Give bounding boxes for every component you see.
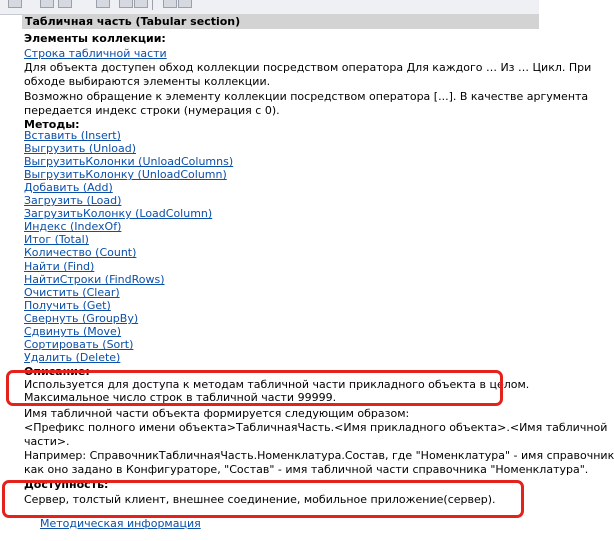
- method-link-unload[interactable]: Выгрузить (Unload): [24, 142, 137, 155]
- description-text: <Префикс полного имени объекта>ТабличнаяЧасть.<Имя прикладного объекта>.<Имя табличной: [24, 421, 608, 434]
- method-link-indexof[interactable]: Индекс (IndexOf): [24, 220, 122, 233]
- toolbar-icon[interactable]: [8, 0, 22, 8]
- description-header: Описание:: [24, 365, 90, 378]
- method-link-groupby[interactable]: Свернуть (GroupBy): [24, 312, 139, 325]
- toolbar-icon[interactable]: [134, 0, 148, 8]
- method-link-load[interactable]: Загрузить (Load): [24, 194, 122, 207]
- toolbar-icon[interactable]: [119, 0, 133, 8]
- description-text: Например: СправочникТабличнаяЧасть.Номенклатура.Состав, где "Номенклатура" - имя справочник: [24, 449, 614, 462]
- toolbar-icon[interactable]: [178, 0, 192, 8]
- highlight-description: [6, 370, 503, 406]
- method-link-findrows[interactable]: НайтиСтроки (FindRows): [24, 273, 165, 286]
- description-text: Имя табличной части объекта формируется следующим образом:: [24, 407, 410, 420]
- toolbar-icon[interactable]: [163, 0, 177, 8]
- collection-text: Возможно обращение к элементу коллекции посредством оператора [...]. В качестве аргумента: [24, 90, 589, 103]
- method-link-unloadcolumn[interactable]: ВыгрузитьКолонку (UnloadColumn): [24, 168, 227, 181]
- collection-text: обходе выбираются элементы коллекции.: [24, 75, 271, 88]
- section-title: Табличная часть (Tabular section): [22, 14, 539, 29]
- method-link-unloadcolumns[interactable]: ВыгрузитьКолонки (UnloadColumns): [24, 155, 234, 168]
- collection-text: Для объекта доступен обход коллекции посредством оператора Для каждого … Из … Цикл. При: [24, 61, 592, 74]
- description-text: части>.: [24, 435, 70, 448]
- method-link-clear[interactable]: Очистить (Clear): [24, 286, 120, 299]
- method-link-total[interactable]: Итог (Total): [24, 233, 89, 246]
- method-link-loadcolumn[interactable]: ЗагрузитьКолонку (LoadColumn): [24, 207, 213, 220]
- method-link-find[interactable]: Найти (Find): [24, 260, 95, 273]
- toolbar-separator: [152, 0, 153, 10]
- methodical-info-link[interactable]: Методическая информация: [40, 517, 201, 530]
- description-text: Используется для доступа к методам табличной части прикладного объекта в целом.: [24, 378, 530, 391]
- availability-header: Доступность:: [24, 478, 109, 491]
- method-link-sort[interactable]: Сортировать (Sort): [24, 338, 134, 351]
- method-link-count[interactable]: Количество (Count): [24, 246, 137, 259]
- collection-row-link[interactable]: Строка табличной части: [24, 47, 167, 60]
- toolbar-icon[interactable]: [58, 0, 72, 8]
- method-link-insert[interactable]: Вставить (Insert): [24, 129, 121, 142]
- methods-header: Методы:: [24, 118, 80, 131]
- availability-text: Сервер, толстый клиент, внешнее соединение, мобильное приложение(сервер).: [24, 493, 496, 506]
- toolbar: [0, 0, 539, 15]
- collection-text: передается индекс строки (нумерация с 0).: [24, 104, 280, 117]
- toolbar-icon[interactable]: [96, 0, 110, 8]
- toolbar-icon[interactable]: [40, 0, 54, 8]
- method-link-add[interactable]: Добавить (Add): [24, 181, 113, 194]
- method-link-move[interactable]: Сдвинуть (Move): [24, 325, 122, 338]
- collection-header: Элементы коллекции:: [24, 32, 166, 45]
- method-link-delete[interactable]: Удалить (Delete): [24, 351, 121, 364]
- method-link-get[interactable]: Получить (Get): [24, 299, 111, 312]
- highlight-availability: [2, 480, 524, 518]
- description-text: как оно задано в Конфигураторе, "Состав" - имя табличной части справочника "Номенклатура".: [24, 463, 589, 476]
- description-text: Максимальное число строк в табличной части 99999.: [24, 391, 337, 404]
